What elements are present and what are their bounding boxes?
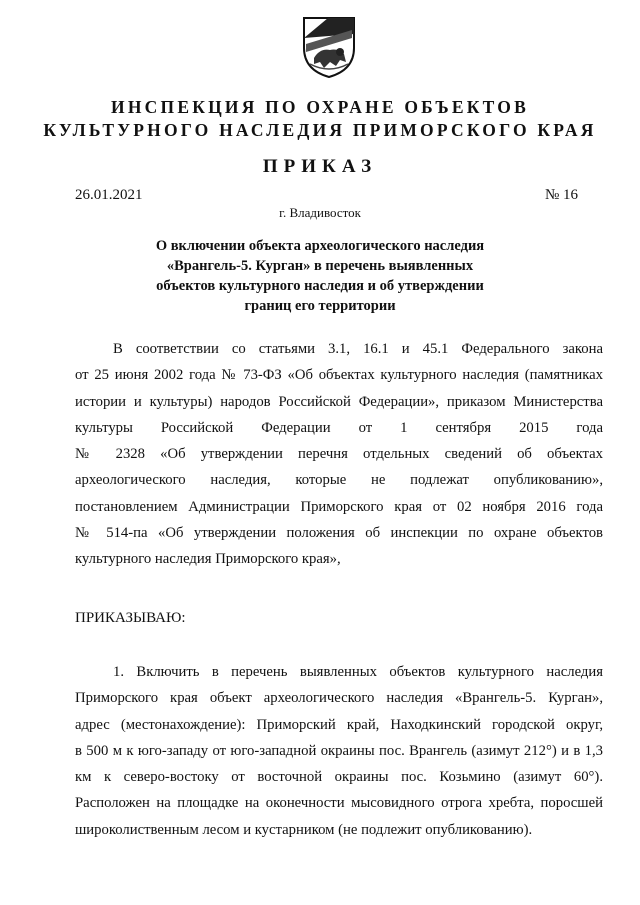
paragraph-line: Расположен на площадке на оконечности мысовидного отрога хребта, поросшей — [75, 795, 603, 812]
paragraph-line: № 2328 «Об утверждении перечня отдельных сведений об объектах — [75, 446, 603, 463]
paragraph-line: постановлением Администрации Приморского края от 02 ноября 2016 года — [75, 498, 603, 515]
paragraph-line: № 514-па «Об утверждении положения об инспекции по охране объектов — [75, 525, 603, 542]
order-word: ПРИКАЗЫВАЮ: — [75, 610, 186, 626]
subject-line: «Врангель-5. Курган» в перечень выявленных — [166, 258, 474, 274]
org-name-line2: КУЛЬТУРНОГО НАСЛЕДИЯ ПРИМОРСКОГО КРАЯ — [43, 120, 597, 140]
org-name-line1: ИНСПЕКЦИЯ ПО ОХРАНЕ ОБЪЕКТОВ — [111, 97, 529, 117]
paragraph-line: Приморского края объект археологического наследия «Врангель-5. Курган», — [75, 690, 603, 707]
paragraph-line: от 25 июня 2002 года № 73-ФЗ «Об объектах культурного наследия (памятниках — [75, 367, 603, 384]
paragraph-line: в 500 м к юго-западу от юго-западной окраины пос. Врангель (азимут 212°) и в 1,3 — [75, 742, 603, 759]
document-subject — [0, 236, 640, 316]
paragraph-line: истории и культуры) народов Российской Федерации», приказом Министерства — [75, 393, 603, 410]
paragraph-line: адрес (местонахождение): Приморский край, Находкинский городской округ, — [75, 716, 603, 733]
subject-line: О включении объекта археологического наследия — [155, 238, 485, 254]
document-date: 26.01.2021 — [75, 187, 143, 203]
paragraph-line: км к северо-востоку от восточной окраины пос. Козьмино (азимут 60°). — [75, 769, 603, 786]
document-city: г. Владивосток — [279, 205, 361, 220]
document-number: № 16 — [544, 187, 578, 203]
preamble-paragraph — [75, 336, 603, 573]
subject-line: объектов культурного наследия и об утверждении — [156, 278, 484, 294]
paragraph-line: археологического наследия, которые не подлежат опубликованию», — [75, 472, 603, 489]
paragraph-line: культуры Российской Федерации от 1 сентября 2015 года — [75, 419, 603, 436]
item-1-paragraph — [75, 659, 603, 843]
paragraph-line: широколиственным лесом и кустарником (не подлежит опубликованию). — [75, 821, 533, 838]
document-type: ПРИКАЗ — [262, 156, 378, 177]
paragraph-line: 1. Включить в перечень выявленных объектов культурного наследия — [113, 664, 603, 680]
paragraph-line: В соответствии со статьями 3.1, 16.1 и 45.1 Федерального закона — [113, 341, 603, 357]
coat-of-arms-icon — [300, 14, 358, 80]
subject-line: границ его территории — [244, 298, 396, 314]
paragraph-line: культурного наследия Приморского края», — [75, 551, 341, 568]
